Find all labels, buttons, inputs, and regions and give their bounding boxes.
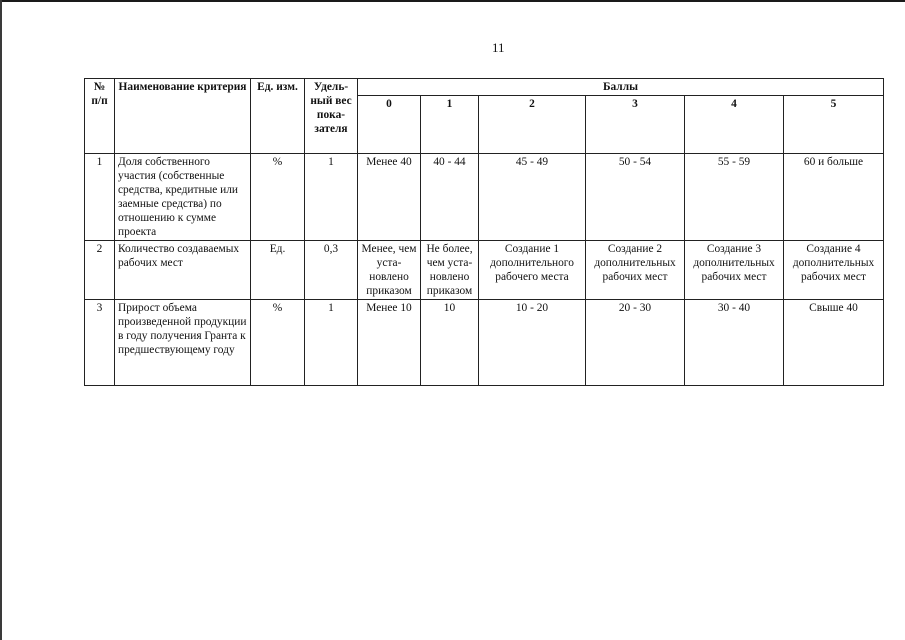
row-criterion-name: Доля собственного участия (собственные средства, кредитные или заемные средства) по отношению к сумме проекта [115,154,251,241]
row-unit: % [251,300,305,386]
table-row [85,154,884,241]
header-score-1: 1 [421,96,479,154]
header-num: № п/п [85,79,115,154]
row-score-1: 10 [421,300,479,386]
row-num: 1 [85,154,115,241]
header-unit: Ед. изм. [251,79,305,154]
row-score-0: Менее 40 [358,154,421,241]
row-criterion-name: Прирост объема произведенной продукции в году получения Гранта к предшествующему году [115,300,251,386]
row-score-3: 50 - 54 [586,154,685,241]
row-score-5: 60 и больше [784,154,884,241]
row-score-4: 30 - 40 [685,300,784,386]
row-num: 2 [85,241,115,300]
row-score-0: Менее, чем уста-новлено приказом [358,241,421,300]
page-number: 11 [492,40,505,55]
row-unit: % [251,154,305,241]
row-weight: 1 [305,300,358,386]
row-score-2: 10 - 20 [479,300,586,386]
header-points: Баллы [358,79,884,96]
header-score-0: 0 [358,96,421,154]
row-score-1: Не более, чем уста-новлено приказом [421,241,479,300]
row-score-2: Создание 1 дополнительного рабочего места [479,241,586,300]
header-weight: Удель-ный вес пока-зателя [305,79,358,154]
header-score-4: 4 [685,96,784,154]
row-score-3: 20 - 30 [586,300,685,386]
row-score-5: Создание 4 дополнительных рабочих мест [784,241,884,300]
row-score-5: Свыше 40 [784,300,884,386]
row-weight: 1 [305,154,358,241]
criteria-table [84,78,884,386]
header-criterion-name: Наименование критерия [115,79,251,154]
row-criterion-name: Количество создаваемых рабочих мест [115,241,251,300]
table-row [85,300,884,386]
header-score-5: 5 [784,96,884,154]
row-unit: Ед. [251,241,305,300]
row-score-3: Создание 2 дополнительных рабочих мест [586,241,685,300]
row-num: 3 [85,300,115,386]
header-row [85,79,884,96]
row-score-2: 45 - 49 [479,154,586,241]
header-score-2: 2 [479,96,586,154]
scan-left-edge [0,0,2,640]
row-score-1: 40 - 44 [421,154,479,241]
row-score-0: Менее 10 [358,300,421,386]
header-score-3: 3 [586,96,685,154]
scan-top-edge [0,0,905,2]
row-score-4: Создание 3 дополнительных рабочих мест [685,241,784,300]
table-row [85,241,884,300]
row-score-4: 55 - 59 [685,154,784,241]
row-weight: 0,3 [305,241,358,300]
